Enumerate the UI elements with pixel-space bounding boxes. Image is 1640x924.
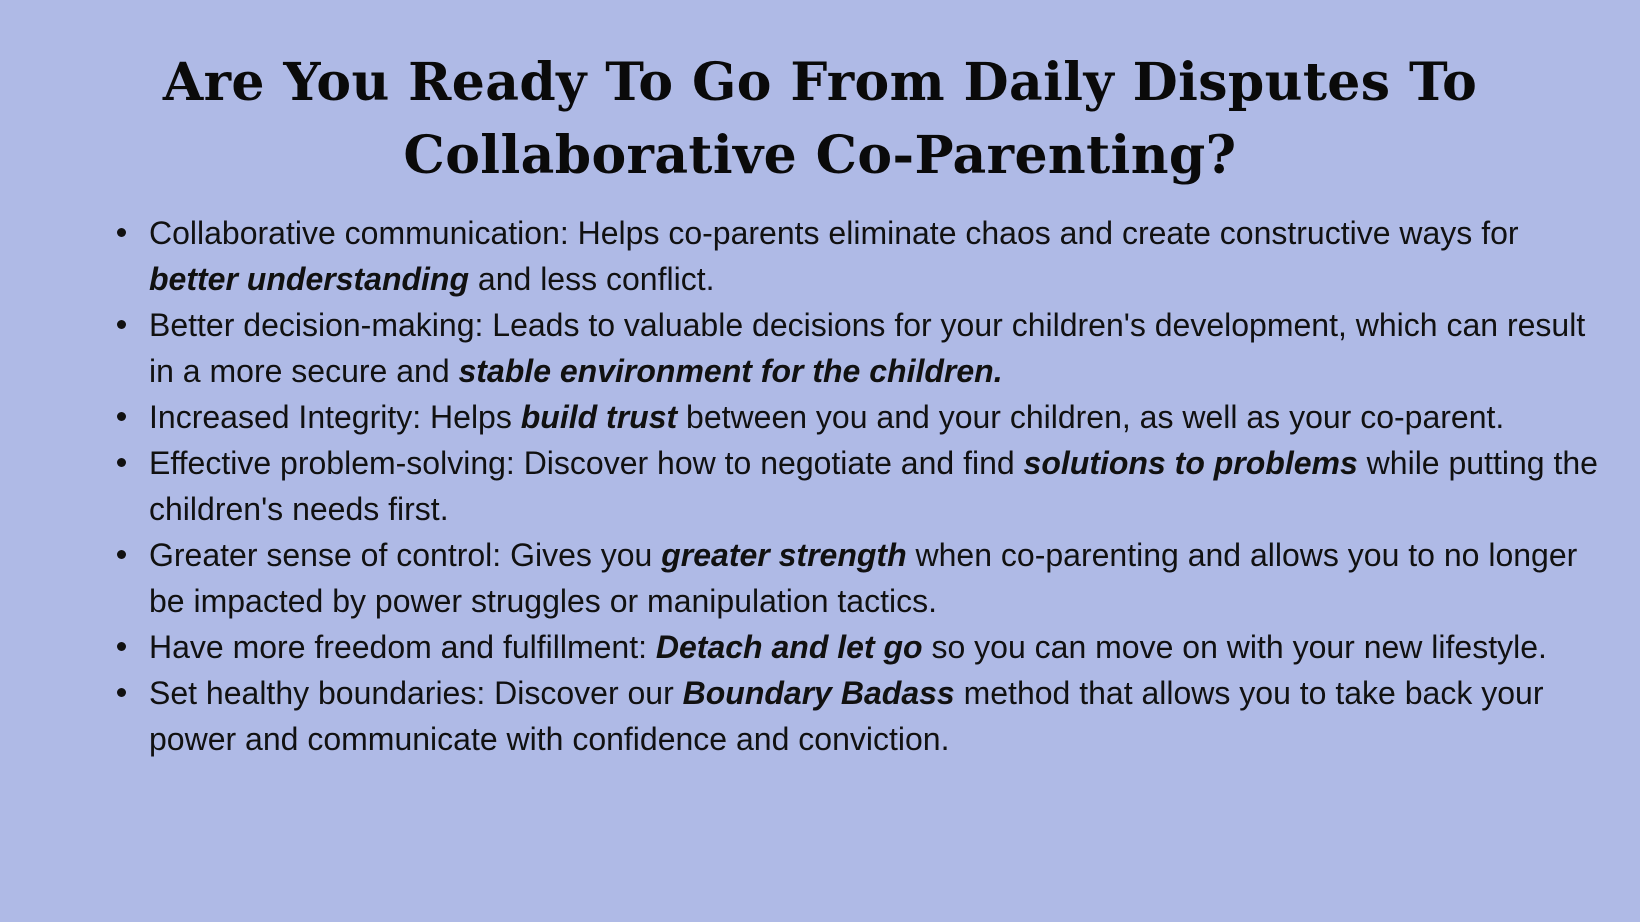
item-text-end: when co-parenting and allows you to no longer be impacted by power struggles or manipulation tactics. <box>149 537 1578 619</box>
item-text: Greater sense of control: Gives you <box>149 537 662 573</box>
item-emphasis: Boundary Badass <box>682 675 955 711</box>
item-text-end: so you can move on with your new lifestyle. <box>922 629 1547 665</box>
item-text: Better decision-making: Leads to valuable decisions for your children's development, which can result in a more secure and <box>149 307 1586 389</box>
item-text: Have more freedom and fulfillment: <box>149 629 656 665</box>
item-text: Collaborative communication: Helps co-parents eliminate chaos and create constructive ways for <box>149 215 1519 251</box>
bullet-icon <box>117 412 126 421</box>
item-emphasis: Detach and let go <box>655 629 923 665</box>
list-item <box>109 532 1609 624</box>
item-text-end: between you and your children, as well as your co-parent. <box>677 399 1505 435</box>
list-item <box>109 210 1609 302</box>
title-line-2: Collaborative Co-Parenting? <box>403 125 1237 186</box>
page-title <box>150 46 1490 192</box>
title-line-1: Are You Ready To Go From Daily Disputes To <box>162 52 1478 113</box>
bullet-icon <box>117 320 126 329</box>
item-text-end: while putting the children's needs first. <box>149 445 1598 527</box>
item-text: Set healthy boundaries: Discover our <box>149 675 683 711</box>
bullet-icon <box>117 458 126 467</box>
item-emphasis: stable environment for the children. <box>458 353 1003 389</box>
list-item <box>109 624 1609 670</box>
list-item <box>109 394 1609 440</box>
list-item <box>109 302 1609 394</box>
item-text-end: and less conflict. <box>469 261 715 297</box>
bullet-icon <box>117 642 126 651</box>
item-emphasis: better understanding <box>149 261 470 297</box>
item-text: Effective problem-solving: Discover how to negotiate and find <box>149 445 1024 481</box>
item-text: Increased Integrity: Helps <box>149 399 521 435</box>
bullet-icon <box>117 550 126 559</box>
item-emphasis: build trust <box>520 399 678 435</box>
item-emphasis: solutions to problems <box>1023 445 1358 481</box>
bullet-icon <box>117 228 126 237</box>
benefits-list <box>109 210 1609 762</box>
bullet-icon <box>117 688 126 697</box>
list-item <box>109 440 1609 532</box>
item-text-end: method that allows you to take back your power and communicate with confidence and conviction. <box>149 675 1544 757</box>
item-emphasis: greater strength <box>661 537 907 573</box>
list-item <box>109 670 1609 762</box>
